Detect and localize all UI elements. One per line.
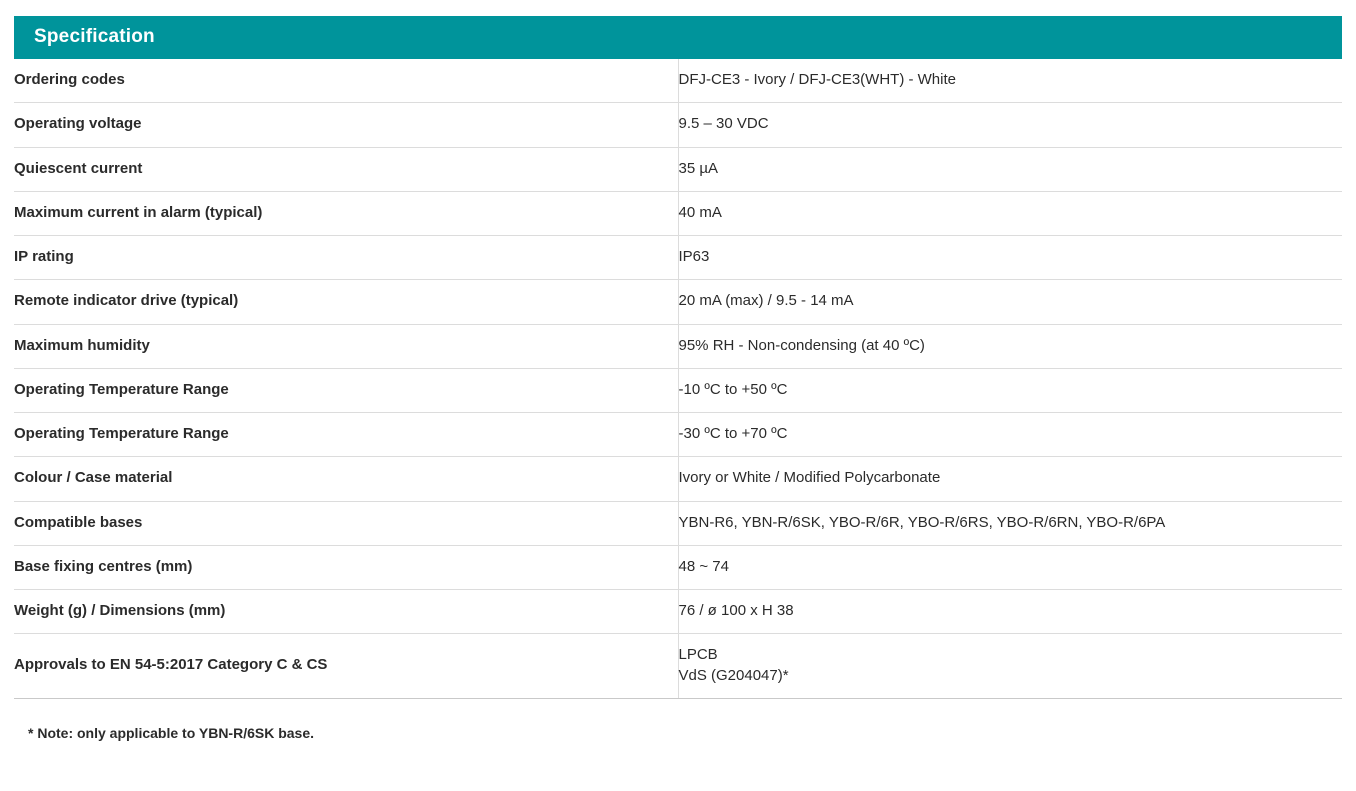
- row-value-line: 9.5 – 30 VDC: [678, 115, 769, 133]
- row-value: [678, 280, 1342, 324]
- row-value-line: -30 ºC to +70 ºC: [678, 425, 788, 442]
- row-value-line: 48 ~ 74: [678, 557, 729, 575]
- row-value-line: LPCB: [678, 646, 718, 664]
- row-value: [678, 59, 1342, 103]
- row-value-line: -10 ºC to +50 ºC: [678, 380, 788, 398]
- table-header: [14, 16, 1342, 59]
- footnote: * Note: only applicable to YBN-R/6SK base.: [28, 724, 315, 741]
- row-value-line: 95% RH - Non-condensing (at 40 ºC): [678, 336, 925, 354]
- table-row: [14, 368, 1342, 412]
- row-label: Operating voltage: [14, 103, 678, 147]
- row-value: [678, 413, 1342, 457]
- table-row: [14, 236, 1342, 280]
- specification-table: [14, 16, 1342, 699]
- row-value: [678, 191, 1342, 235]
- row-value-line: IP63: [678, 248, 710, 265]
- table-title: Specification: [14, 16, 1342, 59]
- row-value: [678, 236, 1342, 280]
- row-value: [678, 545, 1342, 589]
- table-row: [14, 457, 1342, 501]
- row-value: [678, 324, 1342, 368]
- row-label: Operating Temperature Range: [14, 413, 678, 457]
- row-value-line: YBN-R6, YBN-R/6SK, YBO-R/6R, YBO-R/6RS, YBO-R/6RN, YBO-R/6PA: [678, 513, 1166, 531]
- table-row: [14, 324, 1342, 368]
- table-row: [14, 103, 1342, 147]
- row-value-line: 35 µA: [678, 159, 718, 177]
- table-row: [14, 191, 1342, 235]
- table-row: [14, 59, 1342, 103]
- row-value-line: VdS (G204047)*: [678, 666, 789, 684]
- row-value: [678, 457, 1342, 501]
- row-label: Weight (g) / Dimensions (mm): [14, 590, 678, 634]
- table-header-row: [14, 16, 1342, 59]
- row-value-line: DFJ-CE3 - Ivory / DFJ-CE3(WHT) - White: [678, 71, 956, 88]
- row-value: [678, 368, 1342, 412]
- row-label: Maximum current in alarm (typical): [14, 191, 678, 235]
- row-label: Quiescent current: [14, 147, 678, 191]
- row-label: Maximum humidity: [14, 324, 678, 368]
- row-value: [678, 147, 1342, 191]
- row-value: [678, 590, 1342, 634]
- row-value-line: 40 mA: [678, 203, 722, 221]
- table-body: [14, 59, 1342, 698]
- row-label: IP rating: [14, 236, 678, 280]
- row-value-line: 20 mA (max) / 9.5 - 14 mA: [678, 292, 854, 310]
- row-value-line: 76 / ø 100 x H 38: [678, 602, 794, 619]
- row-label: Ordering codes: [14, 59, 678, 103]
- table-row: [14, 634, 1342, 699]
- table-row: [14, 413, 1342, 457]
- row-value: [678, 634, 1342, 699]
- row-label: Operating Temperature Range: [14, 368, 678, 412]
- row-value-line: Ivory or White / Modified Polycarbonate: [678, 469, 941, 487]
- table-row: [14, 280, 1342, 324]
- row-label: Colour / Case material: [14, 457, 678, 501]
- table-row: [14, 501, 1342, 545]
- row-label: Compatible bases: [14, 501, 678, 545]
- row-label: Base fixing centres (mm): [14, 545, 678, 589]
- row-label: Remote indicator drive (typical): [14, 280, 678, 324]
- table-row: [14, 545, 1342, 589]
- table-row: [14, 590, 1342, 634]
- row-value: [678, 501, 1342, 545]
- row-label: Approvals to EN 54-5:2017 Category C & CS: [14, 634, 678, 699]
- table-row: [14, 147, 1342, 191]
- row-value: [678, 103, 1342, 147]
